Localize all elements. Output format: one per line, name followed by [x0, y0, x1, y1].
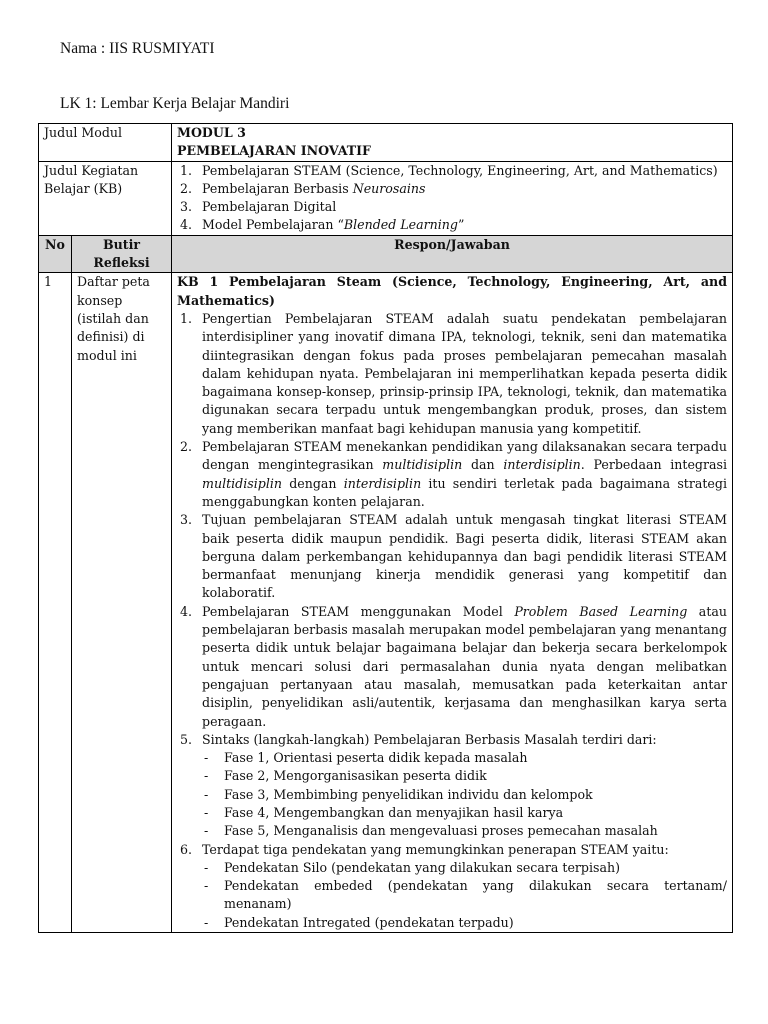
answer-text: itu sendiri terletak pada bagaimana strategi menggabungkan konten pelajaran.	[202, 475, 727, 509]
approach-text: Pendekatan Silo (pendekatan yang dilakukan secara terpisah)	[224, 859, 621, 875]
dash-bullet: -	[204, 768, 209, 784]
kb-item-number: 1.	[180, 162, 193, 178]
kb-item-italic: Blended Learning	[343, 217, 458, 233]
answer-italic: multidisiplin	[202, 475, 282, 491]
col-header-no: No	[39, 235, 72, 273]
kb-item-italic: Neurosains	[352, 180, 426, 196]
phase-item	[202, 786, 727, 804]
kb-item-number: 3.	[180, 199, 193, 215]
dash-bullet: -	[204, 750, 209, 766]
phase-item	[202, 822, 727, 840]
approach-item	[202, 877, 727, 914]
row-response	[172, 273, 733, 933]
col-header-butir: Butir Refleksi	[72, 235, 172, 273]
kb-item-text: Pembelajaran STEAM (Science, Technology, Engineering, Art, and Mathematics)	[202, 162, 718, 178]
answer-list	[177, 310, 727, 932]
phase-text: Fase 4, Mengembangkan dan menyajikan hasil karya	[224, 804, 564, 820]
answer-number: 4.	[180, 603, 193, 619]
row-judul-modul	[39, 124, 733, 162]
row-judul-kb	[39, 161, 733, 235]
answer-italic: multidisiplin	[382, 457, 463, 473]
worksheet-title: LK 1: Lembar Kerja Belajar Mandiri	[60, 95, 290, 112]
answer-italic: interdisiplin	[503, 457, 581, 473]
table-row	[39, 273, 733, 933]
kb-item-text: ”	[457, 217, 465, 233]
answer-3	[177, 511, 727, 602]
kb-item-number: 4.	[180, 217, 193, 233]
modul-title: PEMBELAJARAN INOVATIF	[177, 143, 371, 159]
answer-6	[177, 841, 727, 932]
kb-item-2	[177, 180, 727, 198]
answer-text: dengan	[282, 475, 344, 491]
col-header-respon: Respon/Jawaban	[172, 235, 733, 273]
judul-modul-label: Judul Modul	[39, 124, 172, 162]
answer-number: 1.	[180, 310, 193, 326]
row-butir: Daftar peta konsep (istilah dan definisi) di modul ini	[72, 273, 172, 933]
answer-number: 3.	[180, 512, 193, 528]
phase-item	[202, 749, 727, 767]
answer-text: atau pembelajaran berbasis masalah merupakan model pembelajaran yang menantang peserta didik untuk belajar bagaimana belajar dan bekerja secara berkelompok untuk mencari solusi dari permasalahan dunia nyata dengan melibatkan pengajuan pertanyaan atau masalah, memusatkan pada keterkaitan antar disiplin, penyelidikan asli/autentik, kerjasama dan menghasilkan karya serta peragaan.	[202, 603, 727, 729]
answer-text: Pembelajaran STEAM menggunakan Model	[202, 603, 515, 619]
kb-item-4	[177, 216, 727, 234]
approach-text: Pendekatan embeded (pendekatan yang dilakukan secara tertanam/ menanam)	[224, 878, 727, 912]
answer-text: Tujuan pembelajaran STEAM adalah untuk mengasah tingkat literasi STEAM baik peserta didik maupun pendidik. Bagi peserta didik, literasi STEAM akan berguna dalam perkembangan kehidupannya dan bagi pendidik literasi STEAM bermanfaat menunjang kinerja mendidik generasi yang kompetitif dan kolaboratif.	[202, 512, 727, 601]
kb-item-1	[177, 162, 727, 180]
phase-text: Fase 5, Menganalisis dan mengevaluasi proses pemecahan masalah	[224, 823, 658, 839]
dash-bullet: -	[204, 859, 209, 875]
phase-item	[202, 767, 727, 785]
answer-italic: Problem Based Learning	[514, 603, 688, 619]
answer-italic: interdisiplin	[343, 475, 422, 491]
answer-text: Terdapat tiga pendekatan yang memungkinkan penerapan STEAM yaitu:	[202, 841, 669, 857]
answer-text: Sintaks (langkah-langkah) Pembelajaran Berbasis Masalah terdiri dari:	[202, 731, 657, 747]
answer-text: . Perbedaan integrasi	[580, 457, 727, 473]
approach-text: Pendekatan Intregated (pendekatan terpadu)	[224, 914, 514, 930]
phase-text: Fase 3, Membimbing penyelidikan individu dan kelompok	[224, 786, 593, 802]
dash-bullet: -	[204, 804, 209, 820]
answer-2	[177, 438, 727, 511]
kb-item-text: Pembelajaran Berbasis	[202, 180, 353, 196]
judul-modul-value	[172, 124, 733, 162]
reflection-table	[38, 123, 733, 933]
answer-4	[177, 603, 727, 731]
modul-number: MODUL 3	[177, 125, 246, 140]
dash-bullet: -	[204, 914, 209, 930]
phase-list	[202, 749, 727, 840]
answer-5	[177, 731, 727, 841]
approach-list	[202, 859, 727, 932]
kb-item-text: Model Pembelajaran “	[202, 217, 344, 233]
judul-kb-value	[172, 161, 733, 235]
answer-number: 2.	[180, 439, 193, 455]
approach-item	[202, 914, 727, 932]
kb-item-number: 2.	[180, 180, 193, 196]
kb-list	[177, 162, 727, 235]
phase-text: Fase 1, Orientasi peserta didik kepada masalah	[224, 750, 528, 766]
answer-number: 6.	[180, 841, 193, 857]
answer-text: Pembelajaran STEAM menekankan pendidikan yang dilaksanakan secara terpadu dengan mengintegrasikan	[202, 439, 727, 473]
table-header-row	[39, 235, 733, 273]
student-name-line: Nama : IIS RUSMIYATI	[60, 40, 215, 57]
approach-item	[202, 859, 727, 877]
dash-bullet: -	[204, 786, 209, 802]
dash-bullet: -	[204, 823, 209, 839]
answer-1	[177, 310, 727, 438]
answer-number: 5.	[180, 731, 193, 747]
phase-text: Fase 2, Mengorganisasikan peserta didik	[224, 768, 487, 784]
phase-item	[202, 804, 727, 822]
answer-text: Pengertian Pembelajaran STEAM adalah suatu pendekatan pembelajaran interdisipliner yang inovatif dimana IPA, teknologi, teknik, seni dan matematika diintegrasikan dengan fokus pada proses pembelajaran pemecahan masalah dalam kehidupan nyata. Pembelajaran ini memperlihatkan kepada peserta didik bagaimana konsep-konsep, prinsip-prinsip IPA, teknologi, teknik, dan matematika digunakan secara terpadu untuk mengembangkan produk, proses, dan sistem yang memberikan manfaat bagi kehidupan manusia yang kompetitif.	[202, 310, 727, 436]
dash-bullet: -	[204, 878, 209, 894]
judul-kb-label: Judul Kegiatan Belajar (KB)	[39, 161, 172, 235]
kb-item-3	[177, 198, 727, 216]
answer-text: dan	[462, 457, 504, 473]
row-number: 1	[39, 273, 72, 933]
kb-item-text: Pembelajaran Digital	[202, 199, 337, 215]
kb1-title: KB 1 Pembelajaran Steam (Science, Technology, Engineering, Art, and Mathematics)	[177, 274, 727, 308]
